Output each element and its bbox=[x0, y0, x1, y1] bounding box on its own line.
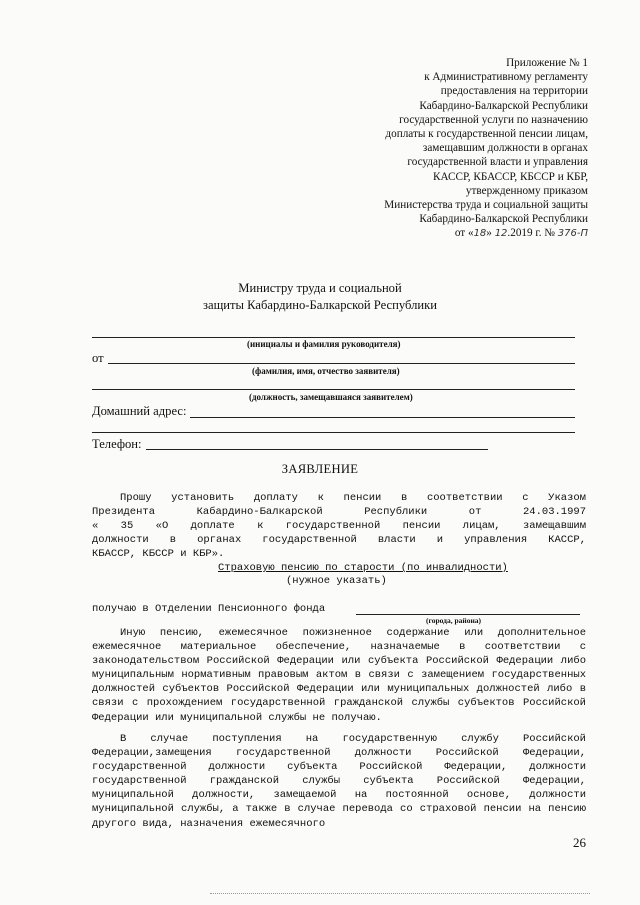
appendix-line: замещавшим должности в органах bbox=[422, 142, 588, 155]
request-line: Президента Кабардино-Балкарской Республики от 24.03.1997 bbox=[92, 506, 586, 519]
appendix-line: Министерства труда и социальной защиты bbox=[384, 199, 588, 212]
from-label: от bbox=[92, 351, 104, 365]
appendix-line: Приложение № 1 bbox=[506, 57, 588, 69]
phone-line[interactable] bbox=[146, 449, 488, 450]
addressee bbox=[0, 280, 640, 314]
order-date-line: от «18» 12.2019 г. № 376-П bbox=[454, 227, 588, 240]
request-line: « 35 «О доплате к государственной пенсии лицам, замещавшим bbox=[92, 520, 586, 533]
head-name-line[interactable] bbox=[92, 337, 575, 338]
request-line: должности в органах государственной власти и управления КАССР, bbox=[92, 534, 586, 547]
phone-label: Телефон: bbox=[92, 437, 142, 451]
request-line: КБАССР, КБССР и КБР». bbox=[92, 548, 225, 561]
receive-label: получаю в Отделении Пенсионного фонда bbox=[92, 603, 326, 615]
caption-applicant: (фамилия, имя, отчество заявителя) bbox=[252, 366, 400, 376]
caption-city: (города, района) bbox=[426, 616, 482, 625]
appendix-line: к Административному регламенту bbox=[424, 71, 588, 84]
address-line[interactable] bbox=[190, 417, 575, 418]
appendix-block bbox=[328, 56, 588, 242]
addressee-line-1: Министру труда и социальной bbox=[238, 281, 402, 295]
order-number: 376-П bbox=[557, 228, 588, 240]
position-line[interactable] bbox=[92, 389, 575, 390]
pension-type-hint: (нужное указать) bbox=[286, 575, 387, 587]
document-title: ЗАЯВЛЕНИЕ bbox=[281, 462, 359, 476]
appendix-line: Кабардино-Балкарской Республики bbox=[419, 213, 588, 226]
paragraph-other-pension: Иную пенсию, ежемесячное пожизненное содержание или дополнительное ежемесячное материальное обеспечение, назначаемые в соответствии с законодательством Российской Федерации или субъекта Российской Федерации либо муниципальным нормативным правовым актом в связи с замещением государственных должностей субъектов Российской Федерации или муниципальных должностей либо в связи с прохождением государственной гражданской службы субъектов Российской Федерации или муниципальной службы не получаю. bbox=[92, 627, 586, 724]
appendix-line: КАССР, КБАССР, КБССР и КБР, bbox=[433, 170, 588, 183]
address-line-2[interactable] bbox=[92, 432, 575, 433]
applicant-name-line[interactable] bbox=[108, 363, 575, 364]
appendix-line: государственной власти и управления bbox=[407, 156, 588, 169]
pension-type-options[interactable]: Страховую пенсию по старости (по инвалидности) bbox=[218, 562, 508, 574]
appendix-line: доплаты к государственной пенсии лицам, bbox=[385, 128, 588, 141]
order-day: 18 bbox=[473, 228, 487, 240]
pension-fund-city-line[interactable] bbox=[356, 614, 580, 615]
order-month: 12 bbox=[494, 228, 508, 240]
appendix-line: предоставления на территории bbox=[440, 85, 588, 98]
request-line: Прошу установить доплату к пенсии в соответствии с Указом bbox=[120, 492, 586, 504]
request-paragraph bbox=[92, 491, 586, 561]
caption-position: (должность, замещавшаяся заявителем) bbox=[249, 392, 413, 402]
appendix-line: Кабардино-Балкарской Республики bbox=[419, 99, 588, 112]
scan-edge bbox=[210, 893, 590, 894]
appendix-line: государственной услуги по назначению bbox=[399, 113, 588, 126]
caption-head: (инициалы и фамилия руководителя) bbox=[247, 339, 401, 349]
appendix-line: утвержденному приказом bbox=[465, 184, 588, 197]
paragraph-in-case: В случае поступления на государственную службу Российской Федерации,замещения государственной должности Российской Федерации, государственной должности субъекта Российской Федерации, должности государственной гражданской службы субъекта Российской Федерации, муниципальной должности, замещаемой на постоянной основе, должности муниципальной службы, а также в случае перевода со страховой пенсии на пенсию другого вида, назначения ежемесячного bbox=[92, 733, 586, 830]
addressee-line-2: защиты Кабардино-Балкарской Республики bbox=[203, 298, 437, 312]
page-number: 26 bbox=[573, 835, 586, 850]
address-label: Домашний адрес: bbox=[92, 404, 187, 418]
